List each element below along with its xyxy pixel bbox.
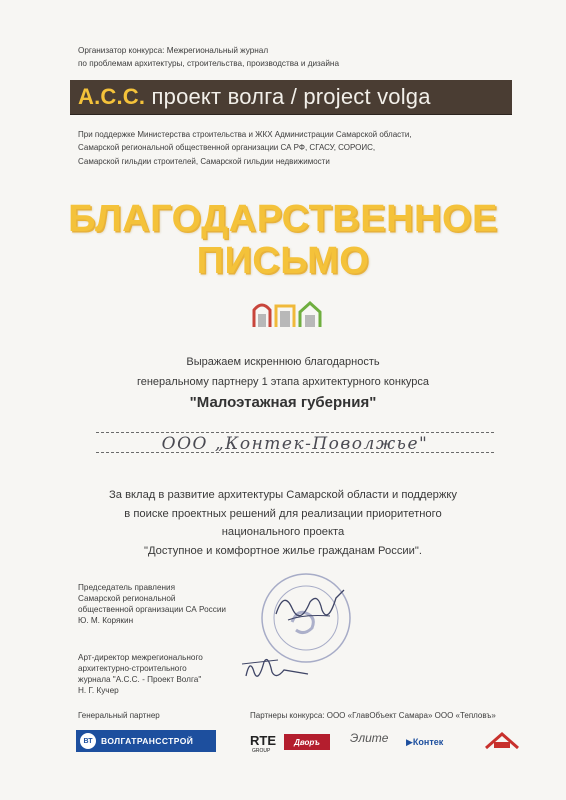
- contribution-line: национального проекта: [221, 526, 345, 539]
- banner-brand: А.С.С.: [78, 84, 146, 109]
- signatory-title: Самарской региональной: [78, 594, 176, 603]
- teplov-logo-icon: [484, 730, 520, 750]
- organizer-line: по проблемам архитектуры, строительства, производства и дизайна: [78, 59, 340, 68]
- support-line: Самарской региональной общественной организации СА РФ, СГАСУ, СОРОИС,: [78, 143, 376, 153]
- signatory-title: общественной организации СА России: [78, 605, 226, 614]
- volgatransstroy-logo: [76, 730, 216, 752]
- banner-text: [78, 84, 431, 110]
- contest-name: "Малоэтажная губерния": [189, 394, 377, 411]
- signatory-name: Ю. М. Корякин: [78, 616, 134, 625]
- letter-title-line2: ПИСЬМО: [196, 240, 370, 282]
- contribution-text: [0, 486, 566, 560]
- thanks-line: Выражаем искреннюю благодарность: [186, 356, 380, 368]
- signatory-name: Н. Г. Кучер: [78, 686, 119, 695]
- arch-houses-icon: [252, 300, 332, 328]
- rte-group-logo: RTE: [250, 733, 276, 748]
- signatory-chairman: [78, 582, 226, 626]
- dvor-logo: Дворъ: [284, 734, 330, 750]
- signature-icon: [238, 650, 318, 688]
- contribution-line: "Доступное и комфортное жилье гражданам России".: [143, 544, 422, 557]
- contribution-line: За вклад в развитие архитектуры Самарской области и поддержку: [108, 489, 458, 501]
- signature-icon: [270, 584, 350, 628]
- recipient-name: ООО „Контек-Поволжье": [161, 434, 429, 454]
- signatory-title: Арт-директор межрегионального: [78, 653, 203, 662]
- signatory-title: Председатель правления: [78, 583, 176, 592]
- thanks-line: генеральному партнеру 1 этапа архитектурного конкурса: [136, 376, 430, 388]
- organizer-text: [78, 44, 339, 70]
- letter-title-line1: БЛАГОДАРСТВЕННОЕ: [68, 198, 498, 240]
- general-partner-label: Генеральный партнер: [78, 711, 160, 720]
- organizer-line: Организатор конкурса: Межрегиональный журнал: [78, 46, 269, 55]
- signatory-title: журнала "А.С.С. - Проект Волга": [78, 675, 202, 684]
- partners-label: Партнеры конкурса: ООО «ГлавОбъект Самара» ООО «Тепловъ»: [250, 711, 496, 720]
- signatory-art-director: [78, 652, 203, 696]
- elite-logo: Элите: [350, 731, 389, 745]
- support-text: [78, 128, 412, 168]
- rte-group-subtitle: GROUP: [252, 748, 271, 754]
- contribution-line: в поиске проектных решений для реализации приоритетного: [124, 507, 442, 520]
- support-line: Самарской гильдии строителей, Самарской гильдии недвижимости: [78, 156, 330, 166]
- recipient-line: [96, 432, 494, 433]
- banner-rest: проект волга / project volga: [145, 84, 431, 109]
- support-line: При поддержке Министерства строительства и ЖКХ Администрации Самарской области,: [78, 130, 412, 139]
- journal-banner: [70, 80, 512, 114]
- volgatransstroy-emblem-icon: ВТ: [80, 733, 96, 749]
- signatory-title: архитектурно-строительного: [78, 664, 187, 673]
- volgatransstroy-name: ВОЛГАТРАНССТРОЙ: [101, 736, 194, 746]
- kontek-logo: ▶Контек: [406, 737, 444, 747]
